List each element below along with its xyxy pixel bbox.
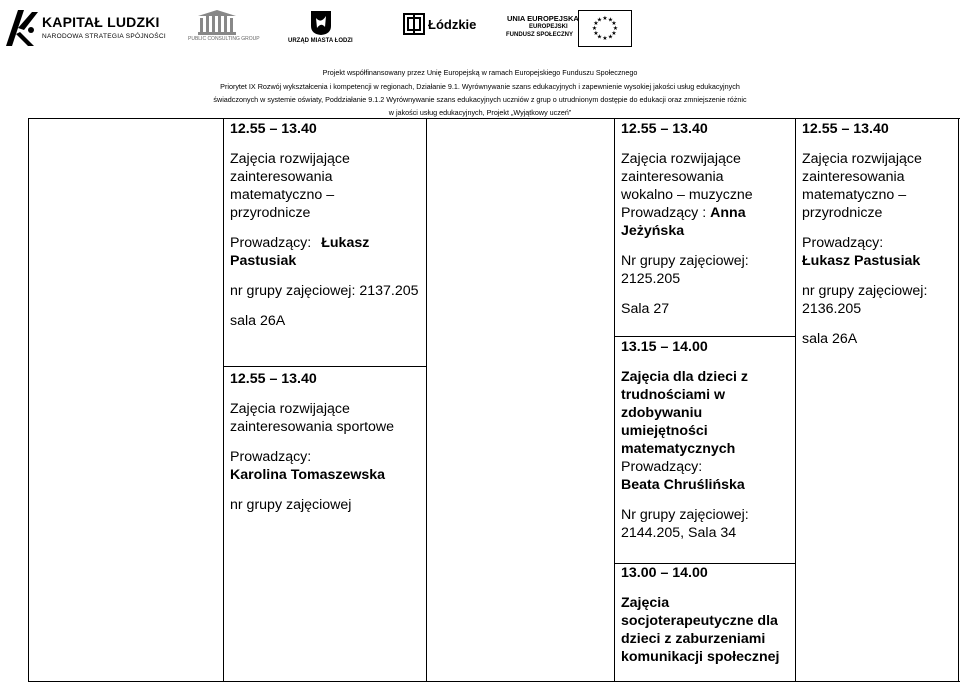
entry-title: matematycznych bbox=[621, 441, 736, 457]
kapital-ludzki-title: KAPITAŁ LUDZKI bbox=[42, 14, 160, 30]
schedule-entry bbox=[621, 564, 791, 666]
entry-leader: Łukasz bbox=[321, 235, 370, 251]
schedule-entry bbox=[802, 120, 954, 348]
entry-room: sala 26A bbox=[802, 331, 858, 347]
urzad-miasta-logo-icon bbox=[310, 10, 332, 36]
entry-leader-label: Prowadzący: bbox=[230, 235, 312, 251]
entry-title: przyrodnicze bbox=[230, 205, 311, 221]
entry-group: 2136.205 bbox=[802, 301, 862, 317]
svg-text:★: ★ bbox=[611, 30, 617, 37]
entry-title: zainteresowania bbox=[621, 169, 724, 185]
entry-group: nr grupy zajęciowej: 2137.205 bbox=[230, 283, 419, 299]
entry-title: Zajęcia bbox=[621, 595, 670, 611]
svg-text:★: ★ bbox=[591, 25, 598, 32]
entry-title: matematyczno – bbox=[802, 187, 907, 203]
entry-leader-label: Prowadzący: bbox=[802, 235, 884, 251]
table-col-line-3 bbox=[426, 118, 427, 682]
project-line-3: świadczonych w systemie oświaty, Poddziałanie 9.1.2 Wyrównywanie szans edukacyjnych uczniów z grup o utrudnionym dostępie do edukacji oraz zmniejszenie różnic bbox=[213, 95, 747, 104]
ue-text-line1: UNIA EUROPEJSKA bbox=[507, 14, 579, 23]
entry-group: Nr grupy zajęciowej: bbox=[621, 507, 749, 523]
table-col-line-6 bbox=[958, 118, 959, 682]
entry-time: 12.55 – 13.40 bbox=[621, 121, 708, 137]
entry-title: zainteresowania bbox=[802, 169, 905, 185]
svg-text:★: ★ bbox=[611, 20, 617, 27]
entry-title: Zajęcia rozwijające bbox=[802, 151, 922, 167]
schedule-entry bbox=[621, 338, 791, 542]
entry-leader: Karolina Tomaszewska bbox=[230, 467, 386, 483]
project-line-4: w jakości usług edukacyjnych, Projekt „Wyjątkowy uczeń” bbox=[388, 108, 572, 117]
entry-leader: Anna bbox=[710, 205, 746, 221]
svg-text:★: ★ bbox=[602, 35, 608, 42]
entry-title: zdobywaniu bbox=[621, 405, 703, 421]
entry-leader: Łukasz Pastusiak bbox=[802, 253, 921, 269]
entry-title: komunikacji społecznej bbox=[621, 649, 780, 665]
entry-title: wokalno – muzyczne bbox=[621, 187, 753, 203]
kapital-ludzki-subtitle: NARODOWA STRATEGIA SPÓJNOŚCI bbox=[42, 33, 166, 40]
entry-title: przyrodnicze bbox=[802, 205, 883, 221]
schedule-entry bbox=[230, 370, 422, 514]
entry-room: Sala 27 bbox=[621, 301, 670, 317]
entry-leader: Pastusiak bbox=[230, 253, 297, 269]
entry-leader-line bbox=[621, 204, 791, 222]
table-col-line-4 bbox=[614, 118, 615, 682]
entry-group: nr grupy zajęciowej: bbox=[802, 283, 928, 299]
public-consulting-text: PUBLIC CONSULTING GROUP bbox=[188, 36, 260, 42]
entry-title: Zajęcia dla dzieci z bbox=[621, 369, 748, 385]
entry-title: umiejętności bbox=[621, 423, 708, 439]
entry-title: zainteresowania bbox=[230, 169, 333, 185]
entry-group: nr grupy zajęciowej bbox=[230, 497, 352, 513]
col3-divider-1 bbox=[614, 336, 796, 337]
urzad-miasta-text: URZĄD MIASTA ŁODZI bbox=[288, 38, 353, 44]
entry-time: 13.00 – 14.00 bbox=[621, 565, 708, 581]
ue-text-line3: FUNDUSZ SPOŁECZNY bbox=[506, 32, 574, 38]
entry-title: trudnościami w bbox=[621, 387, 726, 403]
svg-text:★: ★ bbox=[602, 15, 608, 22]
entry-leader-label: Prowadzący: bbox=[230, 449, 312, 465]
entry-group: 2125.205 bbox=[621, 271, 681, 287]
project-line-2: Priorytet IX Rozwój wykształcenia i kompetencji w regionach, Działanie 9.1. Wyrównywanie szans edukacyjnych i zapewnienie wysokiej jakości usług edukacyjnych bbox=[220, 82, 740, 91]
entry-leader-line bbox=[230, 234, 422, 252]
header-logos bbox=[0, 0, 960, 55]
svg-text:★: ★ bbox=[612, 25, 619, 32]
entry-title: Zajęcia rozwijające bbox=[230, 151, 350, 167]
project-line-1: Projekt współfinansowany przez Unię Europejską w ramach Europejskiego Funduszu Społecznego bbox=[322, 68, 638, 77]
col1-divider bbox=[223, 366, 427, 367]
svg-text:★: ★ bbox=[593, 20, 599, 27]
svg-text:★: ★ bbox=[596, 33, 603, 41]
entry-group: 2144.205, Sala 34 bbox=[621, 525, 737, 541]
entry-title: socjoterapeutyczne dla bbox=[621, 613, 778, 629]
entry-title: Zajęcia rozwijające bbox=[230, 401, 350, 417]
lodzkie-logo-icon bbox=[403, 13, 425, 35]
table-col-line-1 bbox=[28, 118, 29, 682]
lodzkie-text: Łódzkie bbox=[428, 17, 477, 32]
entry-leader-label: Prowadzący: bbox=[621, 459, 703, 475]
public-consulting-logo-icon bbox=[196, 10, 238, 36]
table-bottom-border bbox=[28, 681, 960, 682]
table-col-line-2 bbox=[223, 118, 224, 682]
entry-group: Nr grupy zajęciowej: bbox=[621, 253, 749, 269]
entry-leader-label: Prowadzący : bbox=[621, 205, 707, 221]
schedule-entry bbox=[230, 120, 422, 330]
entry-time: 12.55 – 13.40 bbox=[230, 371, 317, 387]
svg-text:★: ★ bbox=[607, 33, 614, 41]
entry-leader: Jeżyńska bbox=[621, 223, 685, 239]
svg-text:★: ★ bbox=[596, 16, 603, 24]
kapital-ludzki-logo-icon bbox=[4, 6, 38, 48]
entry-title: dzieci z zaburzeniami bbox=[621, 631, 766, 647]
entry-title: Zajęcia rozwijające bbox=[621, 151, 741, 167]
table-col-line-5 bbox=[795, 118, 796, 682]
entry-time: 12.55 – 13.40 bbox=[802, 121, 889, 137]
entry-time: 12.55 – 13.40 bbox=[230, 121, 317, 137]
svg-text:★: ★ bbox=[607, 16, 614, 24]
svg-text:★: ★ bbox=[593, 30, 599, 37]
entry-room: sala 26A bbox=[230, 313, 286, 329]
entry-title: zainteresowania sportowe bbox=[230, 419, 395, 435]
table-top-border bbox=[28, 118, 960, 119]
ue-text-line2: EUROPEJSKI bbox=[529, 24, 568, 30]
schedule-entry bbox=[621, 120, 791, 318]
entry-time: 13.15 – 14.00 bbox=[621, 339, 708, 355]
entry-title: matematyczno – bbox=[230, 187, 335, 203]
entry-leader: Beata Chruślińska bbox=[621, 477, 745, 493]
eu-flag-icon bbox=[578, 10, 632, 47]
